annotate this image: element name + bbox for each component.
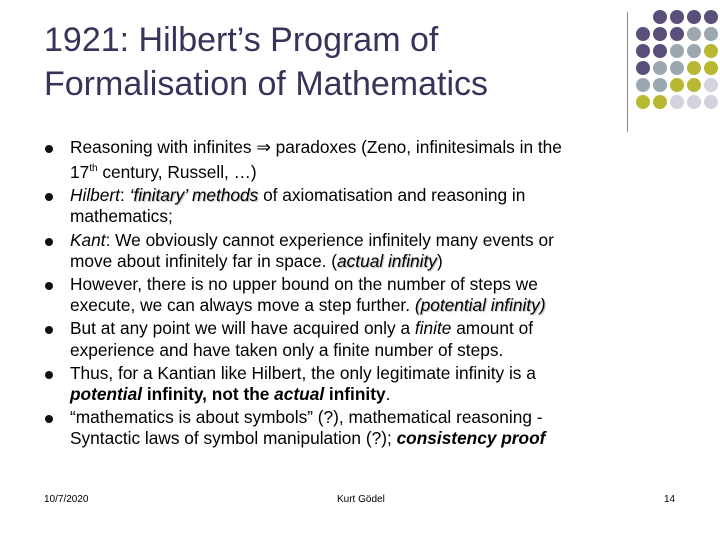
bullet-item-finite <box>44 318 684 360</box>
decor-dot <box>653 10 667 24</box>
bullet-text: : We obviously cannot experience infinitely many events or <box>105 229 554 250</box>
bullet-text: paradoxes (Zeno, infinitesimals in the <box>270 137 562 157</box>
emphasis-text: consistency proof <box>396 428 546 449</box>
emphasis-text: actual <box>274 384 325 404</box>
emphasis-text: infinity <box>324 384 386 404</box>
superscript: th <box>89 163 98 175</box>
bullet-dot-icon <box>45 145 53 153</box>
bullet-item-kant <box>44 230 684 272</box>
decor-dot <box>653 27 667 41</box>
decor-dot <box>704 27 718 41</box>
bullet-dot-icon <box>45 371 53 379</box>
decor-dot <box>704 61 718 75</box>
bullet-item-upper-bound <box>44 274 684 316</box>
decor-dot <box>670 78 684 92</box>
bullet-dot-icon <box>45 193 53 201</box>
bullet-text: ) <box>436 250 443 271</box>
decor-dot <box>653 78 667 92</box>
decorative-dot-grid <box>640 10 720 105</box>
decor-dot <box>653 44 667 58</box>
footer-date: 10/7/2020 <box>44 494 89 505</box>
bullet-text: century, Russell, …) <box>97 161 257 182</box>
bullet-dot-icon <box>45 415 53 423</box>
bullet-item-kantian <box>44 363 684 405</box>
footer-page-number: 14 <box>664 494 676 505</box>
bullet-text: . <box>385 384 391 404</box>
decor-dot <box>670 44 684 58</box>
decor-dot <box>670 95 684 109</box>
decor-dot <box>704 78 718 92</box>
bullet-text: mathematics; <box>70 206 173 227</box>
decor-dot <box>704 95 718 109</box>
bullet-item-hilbert <box>44 185 684 227</box>
decor-dot <box>704 10 718 24</box>
decor-dot <box>670 10 684 24</box>
decor-dot <box>704 44 718 58</box>
person-name: Hilbert <box>70 185 120 206</box>
bullet-item-symbols <box>44 407 684 449</box>
decor-dot <box>636 78 650 92</box>
decor-dot <box>687 95 701 109</box>
decor-dot <box>636 27 650 41</box>
decor-dot <box>653 61 667 75</box>
decor-dot <box>687 78 701 92</box>
bullet-text: : <box>119 185 130 206</box>
decor-dot <box>636 61 650 75</box>
footer-author: Kurt Gödel <box>337 494 385 505</box>
decor-dot <box>636 95 650 109</box>
emphasis-text: finite <box>414 318 452 339</box>
emphasis-text: potential <box>70 384 143 404</box>
decor-dot <box>670 27 684 41</box>
emphasis-text: (potential infinity) <box>414 295 546 316</box>
bullet-text: experience and have taken only a finite number of steps. <box>70 339 504 360</box>
bullet-text: Reasoning with infinites <box>70 137 257 157</box>
bullet-text: execute, we can always move a step further. <box>70 295 415 316</box>
decor-dot <box>670 61 684 75</box>
emphasis-text: infinity, not the <box>142 384 275 404</box>
bullet-text: move about infinitely far in space. ( <box>70 250 338 271</box>
bullet-text: of axiomatisation and reasoning in <box>258 185 526 206</box>
decor-dot <box>687 61 701 75</box>
emphasis-text: ‘finitary’ methods <box>129 185 259 206</box>
bullet-dot-icon <box>45 238 53 246</box>
person-name: Kant <box>70 229 106 250</box>
bullet-text: However, there is no upper bound on the number of steps we <box>70 273 538 294</box>
decor-dot <box>636 44 650 58</box>
decor-dot <box>687 44 701 58</box>
bullet-dot-icon <box>45 282 53 290</box>
bullet-text: “mathematics is about symbols” (?), mathematical reasoning - <box>70 407 543 428</box>
bullet-dot-icon <box>45 326 53 334</box>
decor-dot <box>687 10 701 24</box>
title-line-1: 1921: Hilbert’s Program of <box>44 21 439 59</box>
title-divider <box>627 12 628 132</box>
decor-dot <box>687 27 701 41</box>
bullet-text: Thus, for a Kantian like Hilbert, the only legitimate infinity is a <box>70 362 536 383</box>
slide-title <box>44 18 604 106</box>
bullet-text: Syntactic laws of symbol manipulation (?); <box>70 428 397 449</box>
bullet-text: 17 <box>70 161 90 182</box>
implies-arrow-icon: ⇒ <box>256 137 271 157</box>
bullet-list <box>44 137 684 452</box>
bullet-text: amount of <box>451 318 534 339</box>
bullet-item-infinites <box>44 137 684 183</box>
title-line-2: Formalisation of Mathematics <box>44 65 489 103</box>
bullet-text: But at any point we will have acquired only a <box>70 318 415 339</box>
emphasis-text: actual infinity <box>337 250 437 271</box>
decor-dot <box>653 95 667 109</box>
